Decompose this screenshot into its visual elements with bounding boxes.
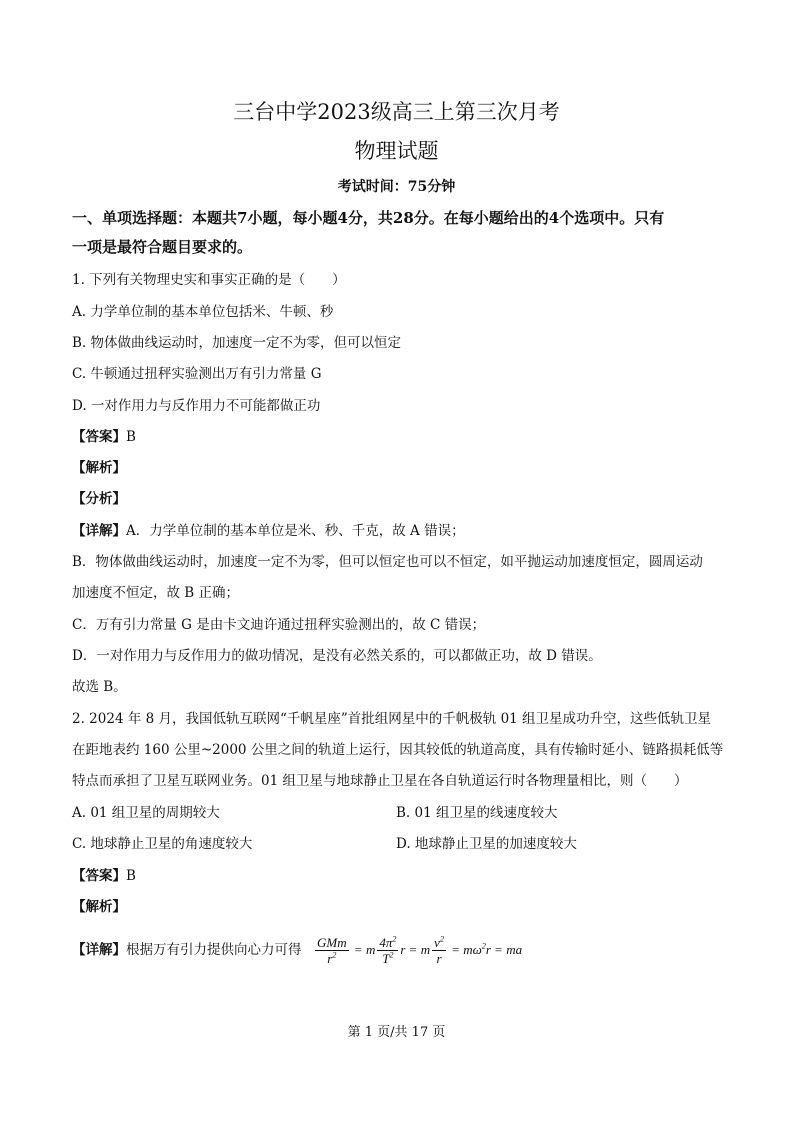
den-exp: 2 xyxy=(389,950,394,960)
question-2-stem-line3: 特点而承担了卫星互联网业务。01 组卫星与地球静止卫星在各自轨道运行时各物理量相比，则（ ） xyxy=(72,773,688,789)
num-exp: 2 xyxy=(439,934,444,944)
question-2-option-c: C. 地球静止卫星的角速度较大 xyxy=(72,836,253,852)
m-omega: mω xyxy=(463,942,482,957)
question-1-stem: 1. 下列有关物理史实和事实正确的是（ ） xyxy=(72,272,346,288)
mass-m: m xyxy=(365,942,376,957)
radius-r: r xyxy=(485,942,491,957)
exam-title: 三台中学2023级高三上第三次月考 xyxy=(233,100,560,124)
question-2-stem-line1: 2. 2024 年 8 月，我国低轨互联网“千帆星座”首批组网星中的千帆极轨 01 组卫星成功升空，这些低轨卫星 xyxy=(72,711,712,727)
question-1-detail-b-line1: B．物体做曲线运动时，加速度一定不为零，但可以恒定也可以不恒定，如平抛运动加速度恒定，圆周运动 xyxy=(72,554,703,570)
numerator xyxy=(432,935,446,951)
question-2-stem-line2: 在距地表约 160 公里~2000 公里之间的轨道上运行，因其较低的轨道高度，具有传输时延小、链路损耗低等 xyxy=(72,742,724,758)
detail-a-text: A．力学单位制的基本单位是米、秒、千克，故 A 错误； xyxy=(126,523,465,539)
question-2-answer xyxy=(72,867,136,885)
question-1-fenxi-tag: 【分析】 xyxy=(72,491,126,507)
question-1-detail-b-line2: 加速度不恒定，故 B 正确； xyxy=(72,585,240,601)
den-base: T xyxy=(382,950,390,966)
denominator xyxy=(325,951,338,966)
den-exp: 2 xyxy=(332,950,337,960)
detail-tag: 【详解】 xyxy=(72,942,126,958)
question-1-detail-c: C．万有引力常量 G 是由卡文迪许通过扭秤实验测出的，故 C 错误； xyxy=(72,617,486,633)
equals-sign: = xyxy=(409,942,417,957)
question-1-detail-d: D．一对作用力与反作用力的做功情况，是没有必然关系的，可以都做正功，故 D 错误。 xyxy=(72,648,602,664)
num-base: 4π xyxy=(379,934,393,950)
mass-m: m xyxy=(420,942,431,957)
fraction-gmm-over-r2 xyxy=(315,935,349,966)
numerator: GMm xyxy=(317,934,347,950)
question-2-detail xyxy=(72,941,302,959)
equals-sign: = xyxy=(451,942,460,957)
fraction-4pi2-over-t2 xyxy=(377,935,398,966)
question-1-option-d: D. 一对作用力与反作用力不可能都做正功 xyxy=(72,398,321,414)
denominator xyxy=(380,951,395,966)
question-2-option-a: A. 01 组卫星的周期较大 xyxy=(72,805,220,821)
m-a: ma xyxy=(506,942,523,957)
answer-tag: 【答案】 xyxy=(72,429,126,445)
detail-tag: 【详解】 xyxy=(72,523,126,539)
numerator xyxy=(377,935,398,951)
subject-title: 物理试题 xyxy=(354,139,439,163)
omega-exp: 2 xyxy=(481,941,486,951)
question-1-conclusion: 故选 B。 xyxy=(72,679,127,695)
num-exp: 2 xyxy=(392,934,397,944)
question-1-option-a: A. 力学单位制的基本单位包括米、牛顿、秒 xyxy=(72,304,334,320)
question-1-option-c: C. 牛顿通过扭秤实验测出万有引力常量 G xyxy=(72,366,322,382)
radius-r: r xyxy=(400,942,406,957)
section-heading-line1: 一、单项选择题：本题共7小题，每小题4分，共28分。在每小题给出的4个选项中。只有 xyxy=(72,209,665,227)
question-1-detail-a xyxy=(72,522,465,540)
equals-sign: = xyxy=(354,942,362,957)
question-1-option-b: B. 物体做曲线运动时，加速度一定不为零，但可以恒定 xyxy=(72,335,402,351)
question-2-option-b: B. 01 组卫星的线速度较大 xyxy=(396,805,558,821)
fraction-v2-over-r xyxy=(432,935,446,966)
answer-value: B xyxy=(126,429,136,445)
question-2-option-d: D. 地球静止卫星的加速度较大 xyxy=(396,836,577,852)
answer-value: B xyxy=(126,868,136,884)
answer-tag: 【答案】 xyxy=(72,868,126,884)
question-1-analysis-tag: 【解析】 xyxy=(72,460,126,476)
m-omega-squared-r xyxy=(463,942,491,958)
page-footer: 第 1 页/共 17 页 xyxy=(347,1025,446,1040)
detail-text: 根据万有引力提供向心力可得 xyxy=(126,942,302,958)
exam-time: 考试时间：75分钟 xyxy=(337,179,456,195)
denominator: r xyxy=(436,950,442,966)
question-1-answer xyxy=(72,428,136,446)
gravitation-formula xyxy=(313,930,522,970)
question-2-analysis-tag: 【解析】 xyxy=(72,899,126,915)
section-heading-line2: 一项是最符合题目要求的。 xyxy=(72,238,253,256)
equals-sign: = xyxy=(494,942,503,957)
num-base: v xyxy=(434,934,440,950)
den-base: r xyxy=(327,950,333,966)
